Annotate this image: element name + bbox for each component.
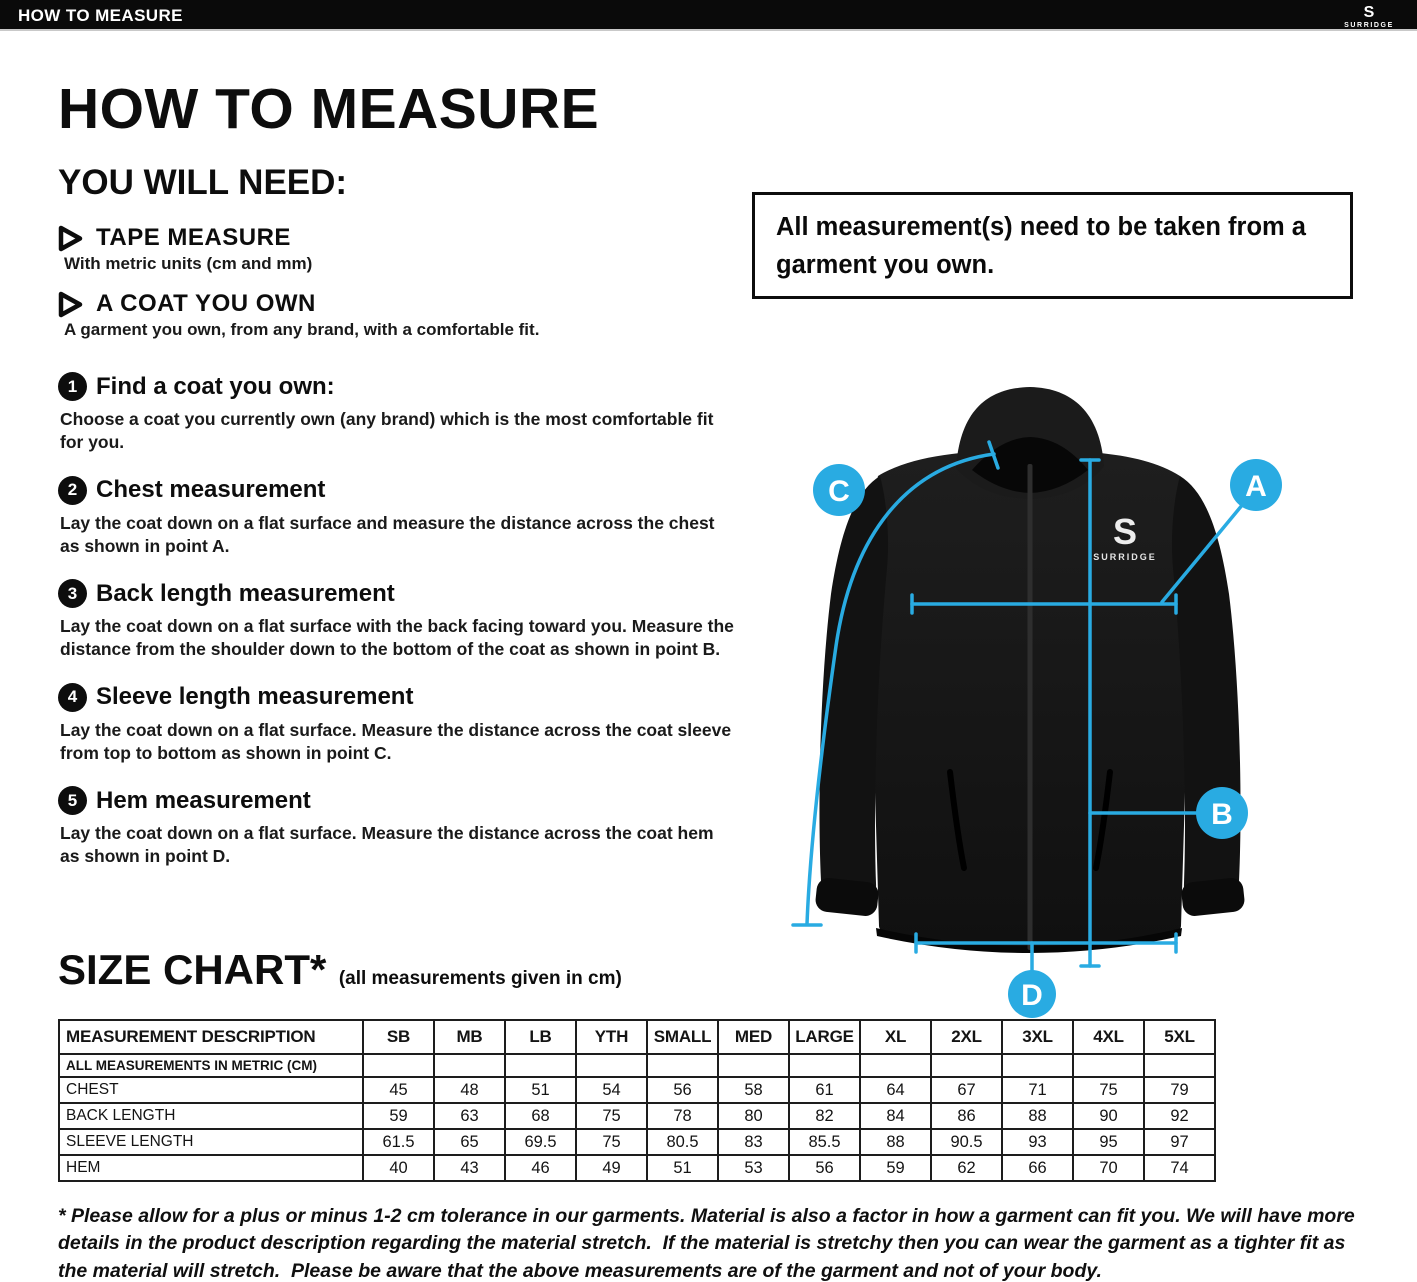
size-chart-empty-cell [1144, 1054, 1215, 1077]
marker-c-label: C [828, 475, 850, 508]
size-chart-column-header: 3XL [1002, 1020, 1073, 1054]
size-chart-value-cell: 61 [789, 1077, 860, 1103]
size-chart-column-header: 2XL [931, 1020, 1002, 1054]
size-chart-empty-cell [931, 1054, 1002, 1077]
size-chart-column-header: LARGE [789, 1020, 860, 1054]
step-item-5 [58, 786, 736, 869]
step-title: Find a coat you own: [96, 372, 335, 400]
size-chart-value-cell: 56 [647, 1077, 718, 1103]
step-description: Lay the coat down on a flat surface with the back facing toward you. Measure the distance from the shoulder down to the bottom of the coat as shown in point B. [60, 616, 734, 660]
size-chart-row [59, 1077, 1215, 1103]
need-item-coat [58, 290, 728, 318]
size-chart-value-cell: 67 [931, 1077, 1002, 1103]
size-chart-value-cell: 46 [505, 1155, 576, 1181]
size-chart-row [59, 1103, 1215, 1129]
size-chart-value-cell: 85.5 [789, 1129, 860, 1155]
you-will-need-list [58, 224, 728, 356]
size-chart-value-cell: 90.5 [931, 1129, 1002, 1155]
size-chart-value-cell: 75 [1073, 1077, 1144, 1103]
marker-d-label: D [1021, 979, 1043, 1012]
size-chart-column-header: LB [505, 1020, 576, 1054]
size-chart-column-header: SMALL [647, 1020, 718, 1054]
size-chart-value-cell: 49 [576, 1155, 647, 1181]
size-chart-row-label: HEM [59, 1155, 363, 1181]
step-number-badge: 5 [58, 786, 87, 815]
size-chart-column-header: MED [718, 1020, 789, 1054]
size-chart-row [59, 1155, 1215, 1181]
step-description: Lay the coat down on a flat surface. Measure the distance across the coat hem as shown in point D. [60, 823, 714, 867]
size-chart-empty-cell [576, 1054, 647, 1077]
marker-a-label: A [1245, 470, 1267, 503]
chest-logo-initial: S [1112, 511, 1138, 552]
size-chart-column-header: YTH [576, 1020, 647, 1054]
need-label: TAPE MEASURE [96, 224, 291, 251]
measure-steps-list [58, 372, 736, 890]
size-chart-empty-cell [363, 1054, 434, 1077]
size-chart-column-header: SB [363, 1020, 434, 1054]
top-bar-title: HOW TO MEASURE [18, 6, 183, 25]
size-chart-empty-cell [718, 1054, 789, 1077]
size-chart-value-cell: 40 [363, 1155, 434, 1181]
size-chart-value-cell: 78 [647, 1103, 718, 1129]
size-chart-value-cell: 88 [860, 1129, 931, 1155]
size-chart-value-cell: 70 [1073, 1155, 1144, 1181]
step-number-badge: 3 [58, 579, 87, 608]
step-number-badge: 1 [58, 372, 87, 401]
chest-logo-wordmark: SURRIDGE [1093, 552, 1157, 562]
size-chart-row-label: BACK LENGTH [59, 1103, 363, 1129]
size-chart-value-cell: 95 [1073, 1129, 1144, 1155]
size-chart-column-header: 5XL [1144, 1020, 1215, 1054]
top-bar [0, 0, 1417, 31]
tolerance-footnote: * Please allow for a plus or minus 1-2 cm tolerance in our garments. Material is also a factor in how a garment can fit you. We will have more details in the product description regarding the material stretch. If the material is stretchy then you can wear the garment as a tighter fit as the material will stretch. Please be aware that the above measurements are of the garment and not of your body. [58, 1205, 1361, 1282]
size-chart-value-cell: 59 [363, 1103, 434, 1129]
size-chart-value-cell: 86 [931, 1103, 1002, 1129]
step-item-3 [58, 579, 736, 662]
size-chart-value-cell: 56 [789, 1155, 860, 1181]
size-chart-value-cell: 48 [434, 1077, 505, 1103]
step-number-badge: 4 [58, 683, 87, 712]
size-chart-value-cell: 58 [718, 1077, 789, 1103]
size-chart-value-cell: 61.5 [363, 1129, 434, 1155]
size-chart-subtitle: (all measurements given in cm) [338, 968, 622, 989]
section-title-you-will-need: YOU WILL NEED: [58, 163, 348, 202]
triangle-right-icon [58, 225, 83, 252]
size-chart-value-cell: 71 [1002, 1077, 1073, 1103]
size-chart-metric-label: ALL MEASUREMENTS IN METRIC (CM) [59, 1054, 363, 1077]
step-item-4 [58, 683, 736, 766]
jacket-illustration [814, 387, 1245, 953]
size-chart-column-header: XL [860, 1020, 931, 1054]
size-chart-value-cell: 64 [860, 1077, 931, 1103]
size-chart-value-cell: 88 [1002, 1103, 1073, 1129]
size-chart-value-cell: 74 [1144, 1155, 1215, 1181]
size-chart-empty-cell [860, 1054, 931, 1077]
size-chart-value-cell: 79 [1144, 1077, 1215, 1103]
surridge-logo-initial: S [1363, 4, 1375, 21]
size-chart-value-cell: 51 [505, 1077, 576, 1103]
size-chart-value-cell: 65 [434, 1129, 505, 1155]
size-chart-empty-cell [789, 1054, 860, 1077]
size-chart-value-cell: 80.5 [647, 1129, 718, 1155]
size-chart-value-cell: 68 [505, 1103, 576, 1129]
size-chart-row-label: CHEST [59, 1077, 363, 1103]
size-chart-column-header: MEASUREMENT DESCRIPTION [59, 1020, 363, 1054]
size-chart-value-cell: 75 [576, 1103, 647, 1129]
size-chart-metric-row [59, 1054, 1215, 1077]
step-item-2 [58, 476, 736, 559]
size-chart-value-cell: 92 [1144, 1103, 1215, 1129]
page-title: HOW TO MEASURE [58, 77, 600, 141]
size-chart-value-cell: 51 [647, 1155, 718, 1181]
triangle-right-icon [58, 291, 83, 318]
size-chart-value-cell: 82 [789, 1103, 860, 1129]
size-chart-empty-cell [505, 1054, 576, 1077]
size-chart-value-cell: 54 [576, 1077, 647, 1103]
step-description: Choose a coat you currently own (any brand) which is the most comfortable fit for you. [60, 409, 714, 453]
size-chart-value-cell: 93 [1002, 1129, 1073, 1155]
jacket-zipper [1028, 464, 1033, 950]
size-chart-value-cell: 80 [718, 1103, 789, 1129]
size-chart-heading [58, 946, 622, 994]
need-label: A COAT YOU OWN [96, 290, 316, 317]
step-description: Lay the coat down on a flat surface. Measure the distance across the coat sleeve from top to bottom as shown in point C. [60, 719, 732, 763]
size-chart-empty-cell [1073, 1054, 1144, 1077]
measurement-note: All measurement(s) need to be taken from a garment you own. [752, 192, 1353, 299]
size-chart-column-header: MB [434, 1020, 505, 1054]
size-chart-value-cell: 62 [931, 1155, 1002, 1181]
size-chart-empty-cell [1002, 1054, 1073, 1077]
size-chart-column-header: 4XL [1073, 1020, 1144, 1054]
size-chart-value-cell: 43 [434, 1155, 505, 1181]
size-chart-value-cell: 59 [860, 1155, 931, 1181]
step-title: Back length measurement [96, 579, 395, 607]
size-chart-value-cell: 75 [576, 1129, 647, 1155]
size-chart-row-label: SLEEVE LENGTH [59, 1129, 363, 1155]
step-title: Chest measurement [96, 476, 326, 504]
jacket-measurement-diagram [756, 376, 1404, 1036]
size-chart-row [59, 1129, 1215, 1155]
size-chart-empty-cell [434, 1054, 505, 1077]
size-chart-value-cell: 97 [1144, 1129, 1215, 1155]
size-chart-value-cell: 83 [718, 1129, 789, 1155]
surridge-logo [1333, 1, 1405, 30]
need-description: A garment you own, from any brand, with a comfortable fit. [64, 320, 540, 339]
step-title: Hem measurement [96, 786, 311, 814]
size-chart-table [58, 1019, 1216, 1182]
size-chart-value-cell: 53 [718, 1155, 789, 1181]
marker-b-label: B [1211, 798, 1233, 831]
surridge-logo-wordmark: SURRIDGE [1344, 22, 1394, 29]
size-chart-value-cell: 66 [1002, 1155, 1073, 1181]
need-description: With metric units (cm and mm) [64, 254, 313, 273]
need-item-tape-measure [58, 224, 728, 252]
size-chart-value-cell: 90 [1073, 1103, 1144, 1129]
step-description: Lay the coat down on a flat surface and measure the distance across the chest as shown in point A. [60, 512, 715, 556]
size-chart-header-row [59, 1020, 1215, 1054]
step-number-badge: 2 [58, 476, 87, 505]
size-chart-value-cell: 84 [860, 1103, 931, 1129]
size-chart-title: SIZE CHART* [58, 946, 327, 993]
size-chart-value-cell: 45 [363, 1077, 434, 1103]
step-title: Sleeve length measurement [96, 683, 414, 711]
step-item-1 [58, 372, 736, 455]
size-chart-empty-cell [647, 1054, 718, 1077]
size-chart-value-cell: 69.5 [505, 1129, 576, 1155]
size-chart-value-cell: 63 [434, 1103, 505, 1129]
